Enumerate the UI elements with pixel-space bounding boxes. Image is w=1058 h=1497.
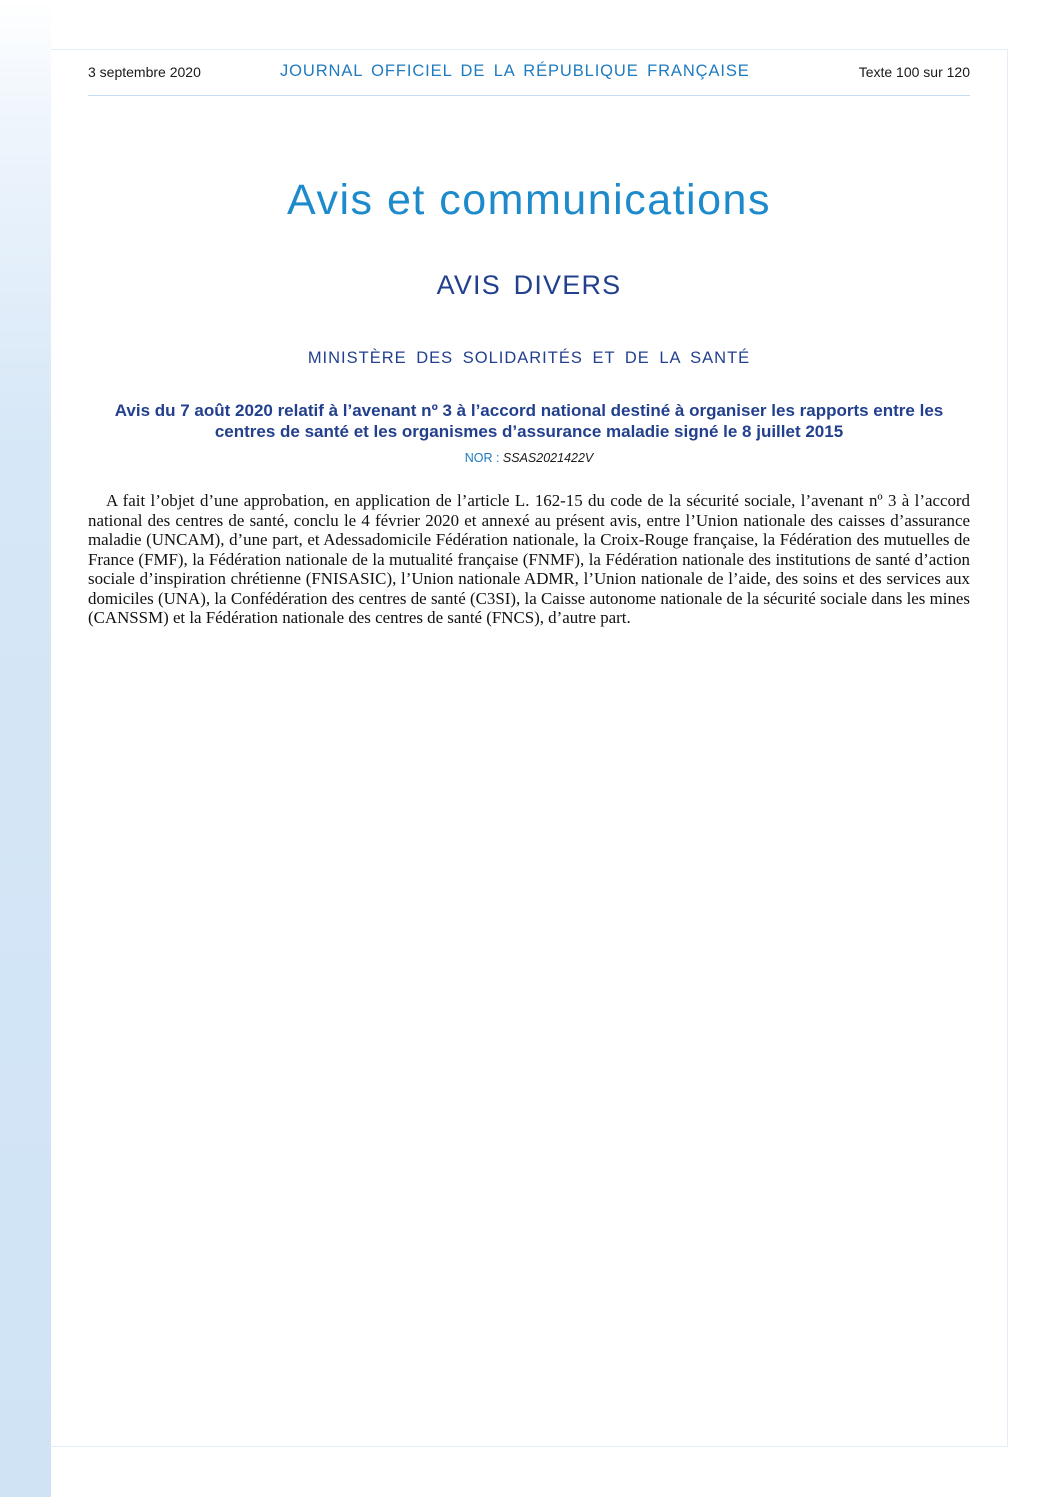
- text-number: Texte 100 sur 120: [858, 64, 970, 80]
- ministry-heading: MINISTÈRE DES SOLIDARITÉS ET DE LA SANTÉ: [307, 349, 751, 367]
- nor-reference: [0, 451, 1058, 465]
- header-date: 3 septembre 2020: [88, 64, 201, 80]
- sub-section-title: AVIS DIVERS: [436, 270, 622, 300]
- page-header: [88, 62, 970, 86]
- header-divider: [88, 95, 970, 96]
- notice-body: A fait l’objet d’une approbation, en application de l’article L. 162-15 du code de la sécurité sociale, l’avenant nº 3 à l’accord national des centres de santé, conclu le 4 février 2020 et annexé au présent avis, entre l’Union nationale des caisses d’assurance maladie (UNCAM), d’une part, et Adessadomicile Fédération nationale, la Croix-Rouge française, la Fédération des mutuelles de France (FMF), la Fédération nationale de la mutualité française (FNMF), la Fédération nationale des institutions de santé d’action sociale d’inspiration chrétienne (FNISASIC), l’Union nationale ADMR, l’Union nationale de l’aide, des soins et des services aux domiciles (UNA), la Confédération des centres de santé (C3SI), la Caisse autonome nationale de la sécurité sociale dans les mines (CANSSM) et la Fédération nationale des centres de santé (FNCS), d’autre part.: [88, 491, 970, 627]
- journal-title: JOURNAL OFFICIEL DE LA RÉPUBLIQUE FRANÇAISE: [280, 62, 750, 80]
- page-frame: [51, 49, 1008, 1447]
- nor-label: NOR :: [464, 451, 500, 465]
- nor-code: SSAS2021422V: [502, 451, 594, 465]
- section-title: Avis et communications: [287, 176, 771, 224]
- notice-title: Avis du 7 août 2020 relatif à l’avenant nº 3 à l’accord national destiné à organiser les rapports entre les centres de santé et les organismes d’assurance maladie signé le 8 juillet 2015: [114, 401, 944, 441]
